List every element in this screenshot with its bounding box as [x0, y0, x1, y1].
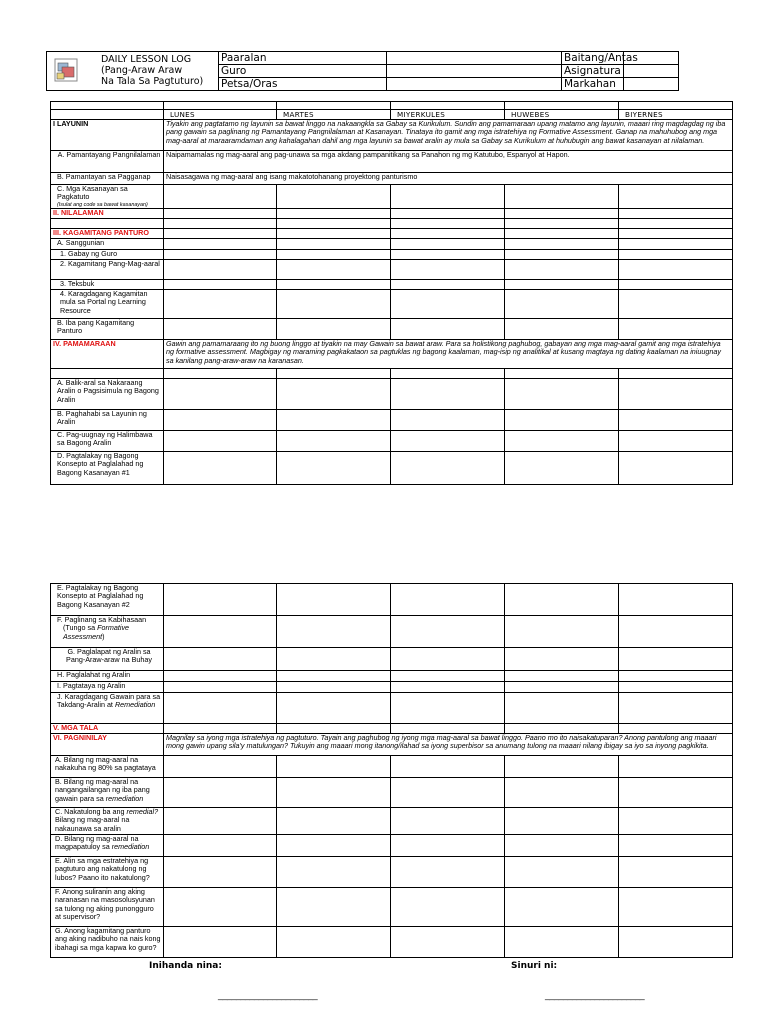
cell[interactable]	[391, 616, 505, 648]
cell[interactable]	[277, 682, 391, 693]
paglinang-sub-2: Formative Assessment	[63, 623, 130, 641]
paglinang-label: F. Paglinang sa Kabihasaan	[57, 615, 147, 624]
pagtalakay-1-label: D. Pagtalakay ng Bagong Konsepto at Paglalahad ng Bagong Kasanayan #1	[51, 451, 164, 484]
cell[interactable]	[277, 249, 391, 259]
document-logo-icon	[54, 58, 78, 82]
teacher-field[interactable]	[387, 65, 562, 78]
cell[interactable]	[164, 927, 277, 958]
paglinang-sub-3: )	[102, 631, 105, 641]
pamamaraan-instructions: Gawin ang pamamaraang ito ng buong linggo at tiyakin na may Gawain sa bawat araw. Para sa holistikong paghubog, gabayan ang mga mag-aaral gamit ang mga istratehiya ng formative assessment. Magbigay ng maraming pagkakataon sa pagtuklas ng bagong kaalaman, mag-isip ng analitikal at kusang magtaya ng dating kaalaman na iniuugnay sa kanilang pang-araw-araw na karanasan.	[164, 339, 733, 368]
cell[interactable]	[391, 756, 505, 778]
q-g-label: G. Anong kagamitang panturo ang aking nadibuho na nais kong ibahagi sa mga kapwa ko guro?	[51, 927, 164, 958]
layunin-instructions: Tiyakin ang pagtatamo ng layunin sa bawat linggo na nakaangkla sa Gabay sa Kurikulum. Sundin ang pamamaraan upang matamo ang layunin, maaari ring magdagdag ng iba pang gawain sa paglinang ng Pamantayang Pangnilalaman at Kasanayan. Tinataya ito gamit ang mga istratehiya ng Formative Assessment. Ganap na mahuhubog ang mga mag-aaral at maraaramdaman ang kahalagahan dahil ang mga layunin sa bawat aralin ay mula sa Gabay sa Kurikulum at huhubugin ang bawat kasanayan at nilalaman.	[164, 120, 733, 151]
kasanayan-label: C. Mga Kasanayan sa Pagkatuto	[57, 184, 128, 202]
cell[interactable]	[277, 616, 391, 648]
cell[interactable]	[277, 208, 391, 218]
cell[interactable]	[505, 616, 619, 648]
q-b-italic: remediation	[105, 793, 144, 803]
cell[interactable]	[277, 259, 391, 279]
kagamitang-pang-mag-aaral-label: 2. Kagamitang Pang-Mag-aaral	[51, 259, 164, 279]
cell[interactable]	[277, 756, 391, 778]
cell[interactable]	[391, 682, 505, 693]
paglinang-sub-1: (Tungo sa	[63, 623, 98, 633]
teacher-label: Guro	[219, 65, 387, 78]
cell[interactable]	[505, 835, 619, 857]
day-monday: LUNES	[164, 110, 277, 120]
school-field[interactable]	[387, 52, 562, 65]
cell[interactable]	[164, 835, 277, 857]
quarter-label: Markahan	[562, 78, 624, 91]
cell[interactable]	[391, 318, 505, 339]
cell[interactable]	[619, 318, 733, 339]
cell[interactable]	[164, 671, 277, 682]
cell[interactable]	[277, 857, 391, 888]
cell[interactable]	[391, 259, 505, 279]
cell[interactable]	[619, 756, 733, 778]
cell[interactable]	[164, 693, 277, 724]
cell[interactable]	[277, 808, 391, 835]
mga-tala-label: V. MGA TALA	[51, 724, 164, 734]
doc-subtitle-2: Na Tala Sa Pagtuturo)	[101, 76, 204, 87]
cell[interactable]	[391, 724, 505, 734]
cell[interactable]	[619, 857, 733, 888]
cell[interactable]	[505, 318, 619, 339]
cell[interactable]	[619, 249, 733, 259]
cell[interactable]	[277, 289, 391, 318]
cell[interactable]	[619, 228, 733, 238]
cell[interactable]	[277, 238, 391, 249]
cell[interactable]	[391, 249, 505, 259]
subject-field[interactable]	[624, 65, 679, 78]
day-thursday: HUWEBES	[505, 110, 619, 120]
cell[interactable]	[505, 648, 619, 671]
cell[interactable]	[277, 318, 391, 339]
kasanayan-cell	[51, 185, 164, 209]
cell[interactable]	[505, 693, 619, 724]
cell[interactable]	[391, 648, 505, 671]
cell[interactable]	[277, 648, 391, 671]
cell[interactable]	[505, 430, 619, 451]
cell[interactable]	[277, 888, 391, 927]
cell[interactable]	[277, 724, 391, 734]
pag-uugnay-label: C. Pag-uugnay ng Halimbawa sa Bagong Aralin	[51, 430, 164, 451]
cell[interactable]	[619, 927, 733, 958]
cell[interactable]	[619, 289, 733, 318]
q-e-label: E. Alin sa mga estratehiya ng pagtuturo ang nakatulong ng lubos? Paano ito nakatulong?	[51, 857, 164, 888]
cell[interactable]	[619, 778, 733, 808]
q-b-cell	[51, 778, 164, 808]
q-d-cell	[51, 835, 164, 857]
pagtalakay-2-label: E. Pagtalakay ng Bagong Konsepto at Paglalahad ng Bagong Kasanayan #2	[51, 584, 164, 616]
title-cell	[47, 52, 219, 91]
balik-aral-label: A. Balik-aral sa Nakaraang Aralin o Pagsisimula ng Bagong Aralin	[51, 378, 164, 409]
cell[interactable]	[505, 778, 619, 808]
cell[interactable]	[164, 888, 277, 927]
cell[interactable]	[164, 238, 277, 249]
header-table	[46, 51, 679, 91]
q-b-label: B. Bilang ng mag-aaral na nangangailangan ng iba pang gawain para sa	[55, 777, 150, 803]
pamamaraan-label: IV. PAMAMARAAN	[51, 339, 164, 368]
cell[interactable]	[619, 888, 733, 927]
paglalahat-label: H. Paglalahat ng Aralin	[51, 671, 164, 682]
cell[interactable]	[164, 724, 277, 734]
cell[interactable]	[619, 451, 733, 484]
cell[interactable]	[164, 378, 277, 409]
date-time-field[interactable]	[387, 78, 562, 91]
cell[interactable]	[164, 318, 277, 339]
subject-label: Asignatura	[562, 65, 624, 78]
kagamitang-panturo-label: III. KAGAMITANG PANTURO	[51, 228, 164, 238]
cell[interactable]	[277, 228, 391, 238]
cell[interactable]	[505, 279, 619, 289]
checked-by-signature-line[interactable]: ______________________	[545, 990, 645, 1000]
cell[interactable]	[619, 693, 733, 724]
cell[interactable]	[505, 756, 619, 778]
day-wednesday: MIYERKULES	[391, 110, 505, 120]
cell[interactable]	[619, 682, 733, 693]
cell[interactable]	[505, 185, 619, 209]
cell[interactable]	[505, 249, 619, 259]
cell[interactable]	[505, 584, 619, 616]
cell[interactable]	[277, 584, 391, 616]
pamantayang-pangnilalaman-label: A. Pamantayang Pangnilalaman	[51, 151, 164, 173]
cell[interactable]	[619, 671, 733, 682]
q-d-label: D. Bilang ng mag-aaral na magpapatuloy sa	[55, 834, 139, 852]
q-c-label-1: C. Nakatulong ba ang	[55, 807, 127, 816]
cell[interactable]	[619, 835, 733, 857]
cell[interactable]	[619, 279, 733, 289]
cell[interactable]	[277, 451, 391, 484]
quarter-field[interactable]	[624, 78, 679, 91]
prepared-by-label: Inihanda nina:	[149, 961, 222, 971]
cell[interactable]	[391, 430, 505, 451]
cell[interactable]	[505, 808, 619, 835]
cell[interactable]	[277, 693, 391, 724]
cell[interactable]	[391, 671, 505, 682]
cell[interactable]	[505, 682, 619, 693]
header-block	[46, 51, 679, 91]
cell[interactable]	[277, 185, 391, 209]
cell[interactable]	[164, 808, 277, 835]
doc-subtitle-1: (Pang-Araw Araw	[101, 65, 183, 76]
day-tuesday: MARTES	[277, 110, 391, 120]
school-label: Paaralan	[219, 52, 387, 65]
paglalapat-label: G. Paglalapat ng Aralin sa Pang-Araw-araw na Buhay	[51, 648, 164, 671]
cell[interactable]	[277, 927, 391, 958]
cell[interactable]	[164, 584, 277, 616]
cell[interactable]	[164, 430, 277, 451]
cell[interactable]	[505, 409, 619, 430]
pagninilay-label: VI. PAGNINILAY	[51, 734, 164, 756]
cell[interactable]	[619, 259, 733, 279]
pagtataya-label: I. Pagtataya ng Aralin	[51, 682, 164, 693]
doc-title: DAILY LESSON LOG	[101, 54, 192, 65]
q-d-italic: remediation	[111, 842, 150, 852]
cell[interactable]	[277, 778, 391, 808]
cell[interactable]	[391, 238, 505, 249]
gabay-guro-label: 1. Gabay ng Guro	[51, 249, 164, 259]
cell[interactable]	[619, 724, 733, 734]
cell[interactable]	[391, 185, 505, 209]
cell[interactable]	[164, 451, 277, 484]
lesson-table-page2	[50, 583, 733, 958]
q-c-cell	[51, 808, 164, 835]
cell[interactable]	[505, 378, 619, 409]
teksbuk-label: 3. Teksbuk	[51, 279, 164, 289]
cell[interactable]	[505, 724, 619, 734]
cell[interactable]	[391, 378, 505, 409]
cell[interactable]	[391, 778, 505, 808]
cell[interactable]	[619, 648, 733, 671]
cell[interactable]	[619, 808, 733, 835]
cell[interactable]	[391, 808, 505, 835]
cell[interactable]	[505, 289, 619, 318]
cell[interactable]	[164, 208, 277, 218]
cell[interactable]	[164, 857, 277, 888]
q-f-label: F. Anong suliranin ang aking naranasan na masosolusyunan sa tulong ng aking punongguro at supervisor?	[51, 888, 164, 927]
cell[interactable]	[505, 451, 619, 484]
cell[interactable]	[391, 289, 505, 318]
cell[interactable]	[619, 185, 733, 209]
cell[interactable]	[619, 430, 733, 451]
karagdagang-gawain-label: J. Karagdagang Gawain para sa Takdang-Aralin at	[57, 692, 161, 710]
cell[interactable]	[164, 616, 277, 648]
cell[interactable]	[277, 430, 391, 451]
cell[interactable]	[164, 228, 277, 238]
cell[interactable]	[505, 238, 619, 249]
cell[interactable]	[164, 185, 277, 209]
cell[interactable]	[619, 238, 733, 249]
cell[interactable]	[391, 208, 505, 218]
cell[interactable]	[164, 756, 277, 778]
sanggunian-label: A. Sanggunian	[51, 238, 164, 249]
cell[interactable]	[391, 584, 505, 616]
cell[interactable]	[505, 927, 619, 958]
cell[interactable]	[164, 289, 277, 318]
cell[interactable]	[164, 259, 277, 279]
cell[interactable]	[164, 249, 277, 259]
cell[interactable]	[164, 682, 277, 693]
karagdagang-kagamitan-label: 4. Karagdagang Kagamitan mula sa Portal ng Learning Resource	[51, 289, 164, 318]
cell[interactable]	[619, 208, 733, 218]
cell[interactable]	[391, 835, 505, 857]
cell[interactable]	[391, 228, 505, 238]
cell[interactable]	[619, 409, 733, 430]
cell[interactable]	[391, 451, 505, 484]
q-a-label: A. Bilang ng mag-aaral na nakakuha ng 80% sa pagtataya	[51, 756, 164, 778]
cell[interactable]	[619, 616, 733, 648]
iba-pang-kagamitan-label: B. Iba pang Kagamitang Panturo	[51, 318, 164, 339]
paghahabi-label: B. Paghahabi sa Layunin ng Aralin	[51, 409, 164, 430]
pamantayan-pagganap-value[interactable]: Naisasagawa ng mag-aaral ang isang makatotohanang proyektong panturismo	[164, 173, 733, 185]
pamantayang-pangnilalaman-value[interactable]: Naipamamalas ng mag-aaral ang pag-unawa sa mga akdang pampanitikang sa Panahon ng mg Katutubo, Espanyol at Hapon.	[164, 151, 733, 173]
cell[interactable]	[391, 927, 505, 958]
cell[interactable]	[277, 378, 391, 409]
remediation-word: Remediation	[114, 700, 156, 710]
paglinang-cell	[51, 616, 164, 648]
cell[interactable]	[391, 693, 505, 724]
q-c-italic: remedial?	[126, 807, 159, 816]
cell[interactable]	[505, 259, 619, 279]
paglinang-sub	[57, 624, 161, 641]
pagninilay-instructions: Magnilay sa iyong mga istratehiya ng pagtuturo. Tayain ang paghubog ng iyong mga mag-aaral sa bawat linggo. Paano mo ito naisakatuparan? Anong pantulong ang maaari mong gawin upang sila'y matulungan? Tukuyin ang maaari mong itanong/ilahad sa iyong superbisor sa anumang tulong na maaari nilang ibigay sa iyo sa inyong pagkikita.	[164, 734, 733, 756]
cell[interactable]	[164, 778, 277, 808]
karagdagang-gawain-cell	[51, 693, 164, 724]
cell[interactable]	[277, 279, 391, 289]
day-friday: BIYERNES	[619, 110, 733, 120]
kasanayan-note: (Isulat ang code sa bawat kasanayan)	[57, 201, 148, 208]
cell[interactable]	[391, 888, 505, 927]
cell[interactable]	[391, 279, 505, 289]
cell[interactable]	[391, 409, 505, 430]
cell[interactable]	[164, 409, 277, 430]
cell[interactable]	[505, 671, 619, 682]
cell[interactable]	[505, 208, 619, 218]
grade-level-label: Baitang/Antas	[562, 52, 624, 65]
nilalaman-label: II. NILALAMAN	[51, 208, 164, 218]
cell[interactable]	[619, 584, 733, 616]
pamantayan-pagganap-label: B. Pamantayan sa Pagganap	[51, 173, 164, 185]
cell[interactable]	[164, 279, 277, 289]
date-time-label: Petsa/Oras	[219, 78, 387, 91]
cell[interactable]	[505, 228, 619, 238]
layunin-label: I LAYUNIN	[51, 120, 164, 151]
cell[interactable]	[277, 671, 391, 682]
prepared-by-signature-line[interactable]: ______________________	[218, 990, 318, 1000]
lesson-table-page1	[50, 101, 733, 485]
cell[interactable]	[505, 888, 619, 927]
cell[interactable]	[277, 835, 391, 857]
cell[interactable]	[164, 648, 277, 671]
cell[interactable]	[391, 857, 505, 888]
cell[interactable]	[505, 857, 619, 888]
q-c-label-2: Bilang ng mag-aaral na nakaunawa sa aralin	[55, 815, 130, 833]
cell[interactable]	[619, 378, 733, 409]
cell[interactable]	[277, 409, 391, 430]
checked-by-label: Sinuri ni:	[511, 961, 558, 971]
